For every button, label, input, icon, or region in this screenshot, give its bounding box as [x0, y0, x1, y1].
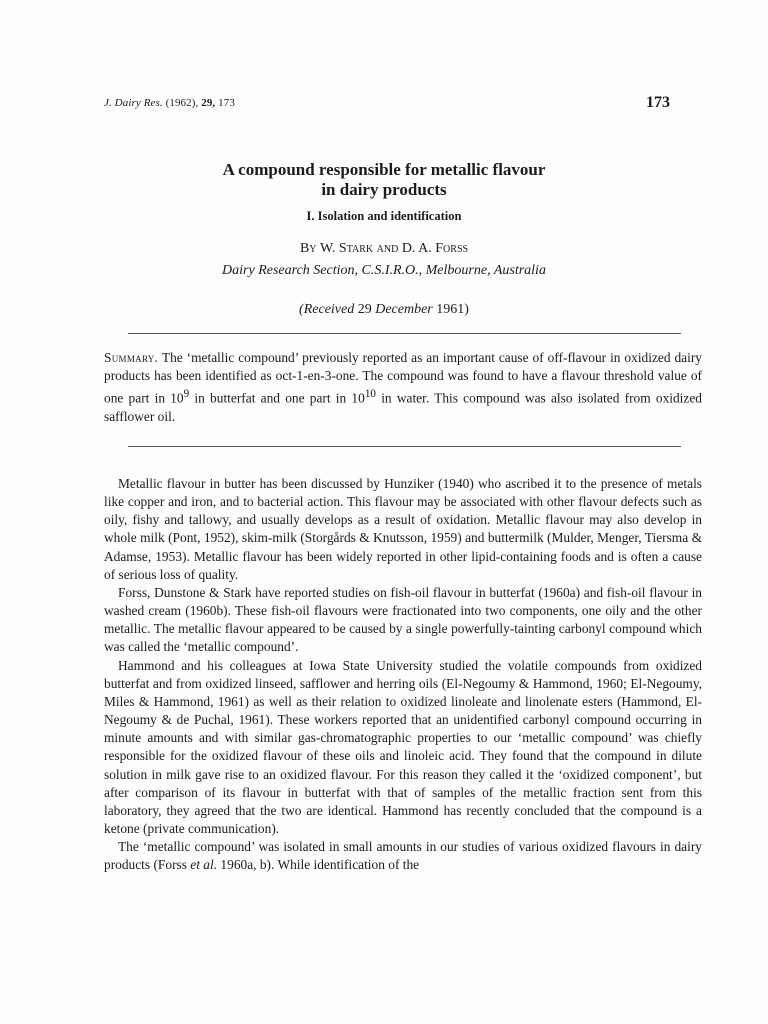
summary-label: Summary. [104, 350, 159, 365]
body-text [104, 475, 702, 874]
journal-volume: 29, [201, 97, 216, 109]
article-title [100, 160, 668, 200]
paragraph-4-text-2: 1960a, b). While identification of the [217, 857, 420, 873]
received-prefix: (Received [299, 302, 355, 317]
running-head [104, 97, 235, 109]
affiliation: Dairy Research Section, C.S.I.R.O., Melbourne, Australia [222, 263, 546, 278]
received-month: December [375, 302, 433, 317]
summary-text-1: The ‘metallic compound’ previously reported as an important cause of off-flavour in oxidized dairy products has been identified as oct-1-en-3-one. The compound was found to have a flavour threshold value of one part in 10 [104, 350, 702, 406]
journal-start-page: 173 [218, 97, 235, 109]
received-date [100, 302, 668, 318]
by-label: By [299, 241, 317, 256]
page-number: 173 [646, 94, 670, 111]
paragraph-4 [104, 838, 702, 874]
and-label: and [376, 241, 399, 256]
received-year: 1961) [436, 302, 469, 317]
journal-name: J. Dairy Res. [104, 97, 163, 109]
received-day: 29 [357, 302, 372, 317]
author-2: D. A. Forss [401, 241, 469, 256]
paragraph-3: Hammond and his colleagues at Iowa State University studied the volatile compounds from oxidized butterfat and from oxidized linseed, safflower and herring oils (El-Negoumy & Hammond, 1960; El-Negoumy, Miles & Hammond, 1961) as well as their relation to oxidized linoleate and linolenate esters (Hammond, El-Negoumy & de Puchal, 1961). These workers reported that an unidentified carbonyl compound occurring in minute amounts and with similar gas-chromatographic properties to our ‘metallic compound’ was chiefly responsible for the oxidized flavour of these oils and linoleic acid. They found that the compound in dilute solution in milk gave rise to an oxidized flavour. For this reason they called it the ‘oxidized component’, but after comparison of its flavour in butterfat with that of samples of the metallic fraction sent from this laboratory, they agreed that the two are identical. Hammond has recently concluded that the compound is a ketone (private communication). [104, 657, 702, 836]
paragraph-4-text-1: The ‘metallic compound’ was isolated in small amounts in our studies of various oxidized flavours in dairy products (Forss [104, 839, 702, 873]
journal-year: (1962), [165, 97, 199, 109]
paragraph-4-etal: et al. [190, 857, 218, 873]
summary-exponent-1: 9 [183, 388, 190, 401]
summary-block [104, 349, 702, 426]
summary-text-2: in butterfat and one part in 10 [189, 390, 365, 406]
summary-text-3: in water. This compound was also isolated from oxidized safflower oil. [104, 390, 702, 425]
author-line [100, 241, 668, 257]
bottom-divider [128, 446, 681, 447]
title-line-2: in dairy products [321, 180, 447, 199]
top-divider [128, 333, 681, 334]
article-subtitle: I. Isolation and identification [306, 209, 462, 223]
summary-exponent-2: 10 [364, 388, 376, 401]
title-line-1: A compound responsible for metallic flavour [222, 160, 546, 179]
paragraph-2: Forss, Dunstone & Stark have reported studies on fish-oil flavour in butterfat (1960a) and fish-oil flavour in washed cream (1960b). These fish-oil flavours were fractionated into two components, one oily and the other metallic. The metallic flavour appeared to be caused by a single powerfully-tainting carbonyl compound which was called the ‘metallic compound’. [104, 584, 702, 655]
author-1: W. Stark [320, 241, 374, 256]
paragraph-1: Metallic flavour in butter has been discussed by Hunziker (1940) who ascribed it to the presence of metals like copper and iron, and to bacterial action. This flavour may be associated with other flavour defects such as oily, fishy and tallowy, and usually develops as a result of oxidation. Metallic flavour may also develop in whole milk (Pont, 1952), skim-milk (Storgårds & Knutsson, 1959) and buttermilk (Mulder, Menger, Tiersma & Adamse, 1953). Metallic flavour has been widely reported in other lipid-containing foods and is often a cause of serious loss of quality. [104, 476, 702, 582]
